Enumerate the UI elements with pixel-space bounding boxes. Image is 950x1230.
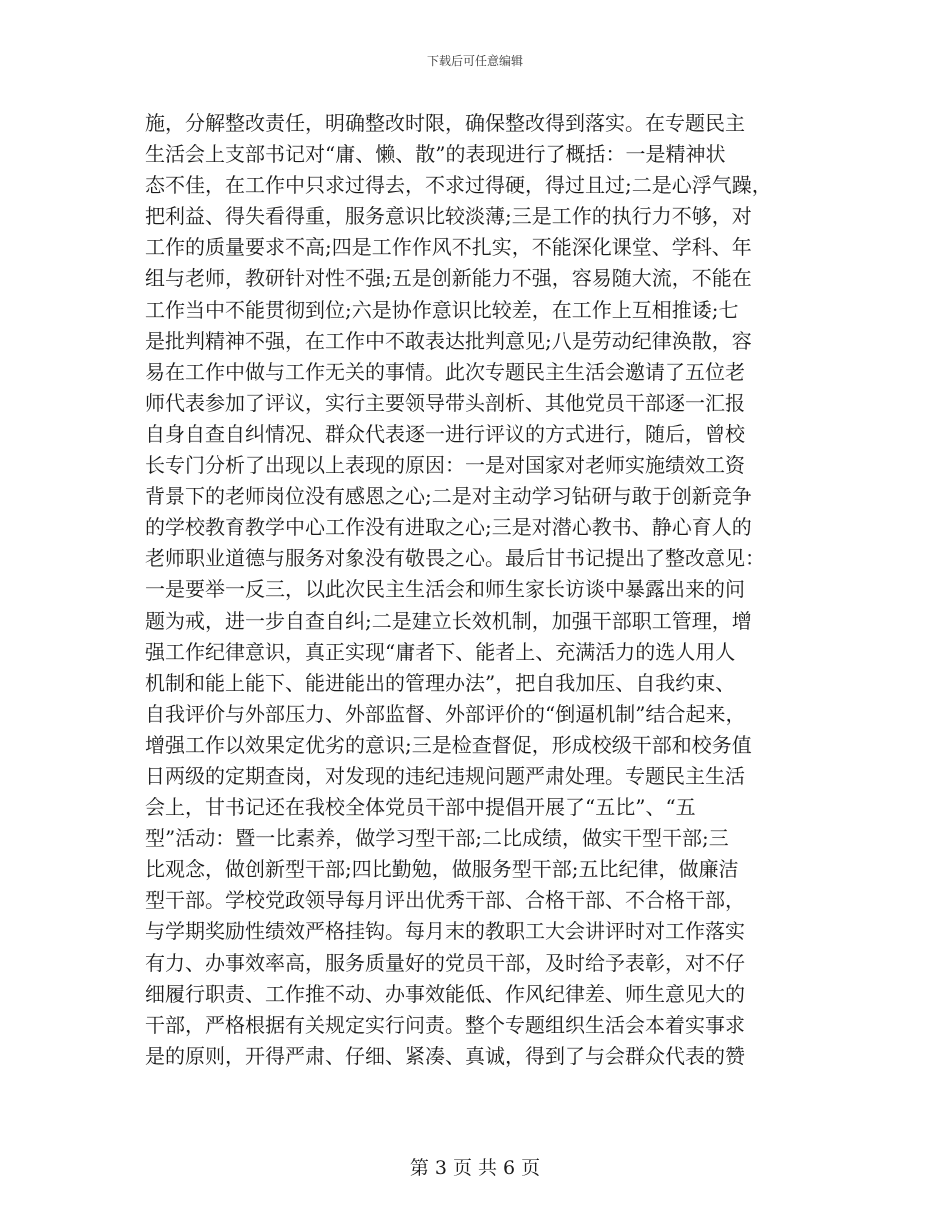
text-line: 易在工作中做与工作无关的事情。此次专题民主生活会邀请了五位老 xyxy=(145,359,745,384)
text-line: 与学期奖励性绩效严格挂钩。每月末的教职工大会讲评时对工作落实 xyxy=(145,919,745,944)
text-line: 施，分解整改责任，明确整改时限，确保整改得到落实。在专题民主 xyxy=(145,111,745,135)
text-line: 把利益、得失看得重，服务意识比较淡薄;三是工作的执行力不够，对 xyxy=(145,204,752,229)
text-line: 工作的质量要求不高;四是工作作风不扎实，不能深化课堂、学科、年 xyxy=(145,235,752,260)
text-line: 比观念，做创新型干部;四比勤勉，做服务型干部;五比纪律，做廉洁 xyxy=(145,857,739,882)
text-line: 细履行职责、工作推不动、办事效能低、作风纪律差、师生意见大的 xyxy=(145,981,745,1006)
page-number: 第 3 页 共 6 页 xyxy=(409,1157,541,1179)
text-line: 有力、办事效率高，服务质量好的党员干部，及时给予表彰，对不仔 xyxy=(145,950,745,975)
text-line: 组与老师，教研针对性不强;五是创新能力不强，容易随大流，不能在 xyxy=(145,266,752,291)
text-line: 背景下的老师岗位没有感恩之心;二是对主动学习钻研与敢于创新竞争 xyxy=(145,484,752,509)
text-line: 工作当中不能贯彻到位;六是协作意识比较差，在工作上互相推诿;七 xyxy=(145,297,739,322)
text-line: 老师职业道德与服务对象没有敬畏之心。最后甘书记提出了整改意见： xyxy=(145,546,765,571)
page-header: 下载后可任意编辑 xyxy=(426,54,523,68)
text-line: 自我评价与外部压力、外部监督、外部评价的“倒逼机制”结合起来， xyxy=(145,701,746,726)
text-line: 态不佳，在工作中只求过得去，不求过得硬，得过且过;二是心浮气躁， xyxy=(145,173,772,198)
text-line: 生活会上支部书记对“庸、懒、散”的表现进行了概括：一是精神状 xyxy=(145,142,726,167)
text-line: 日两级的定期查岗，对发现的违纪违规问题严肃处理。专题民主生活 xyxy=(145,763,745,788)
text-line: 干部，严格根据有关规定实行问责。整个专题组织生活会本着实事求 xyxy=(145,1012,745,1037)
text-line: 师代表参加了评议，实行主要领导带头剖析、其他党员干部逐一汇报 xyxy=(145,390,745,415)
body-text xyxy=(145,108,815,1072)
text-line: 强工作纪律意识，真正实现“庸者下、能者上、充满活力的选人用人 xyxy=(145,639,736,664)
text-line: 长专门分析了出现以上表现的原因：一是对国家对老师实施绩效工资 xyxy=(145,453,745,478)
text-line: 的学校教育教学中心工作没有进取之心;三是对潜心教书、静心育人的 xyxy=(145,515,752,540)
text-line: 是的原则，开得严肃、仔细、紧凑、真诚，得到了与会群众代表的赞 xyxy=(145,1043,745,1068)
text-line: 型干部。学校党政领导每月评出优秀干部、合格干部、不合格干部， xyxy=(145,888,745,913)
text-line: 一是要举一反三，以此次民主生活会和师生家长访谈中暴露出来的问 xyxy=(145,577,745,602)
text-line: 题为戒，进一步自查自纠;二是建立长效机制，加强干部职工管理，增 xyxy=(145,608,752,633)
text-line: 会上，甘书记还在我校全体党员干部中提倡开展了“五比”、“五 xyxy=(145,795,696,820)
text-line: 型”活动：暨一比素养，做学习型干部;二比成绩，做实干型干部;三 xyxy=(145,826,729,851)
text-line: 机制和能上能下、能进能出的管理办法”，把自我加压、自我约束、 xyxy=(145,670,736,695)
text-line: 自身自查自纠情况、群众代表逐一进行评议的方式进行，随后，曾校 xyxy=(145,421,745,446)
text-line: 增强工作以效果定优劣的意识;三是检查督促，形成校级干部和校务值 xyxy=(145,732,752,757)
text-line: 是批判精神不强，在工作中不敢表达批判意见;八是劳动纪律涣散，容 xyxy=(145,328,752,353)
